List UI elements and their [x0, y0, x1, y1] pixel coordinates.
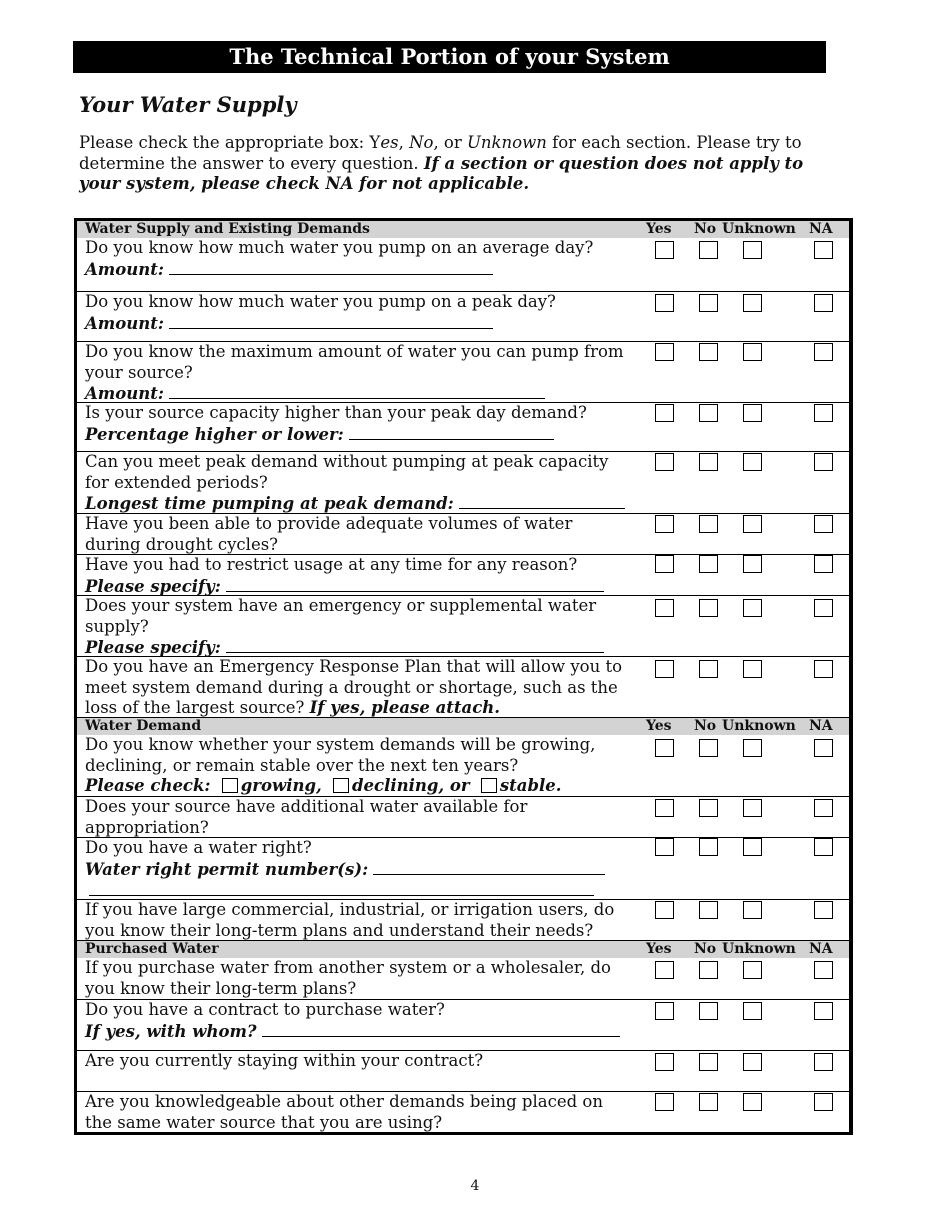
duration-field[interactable] [459, 493, 625, 509]
col-na: NA [809, 221, 833, 237]
yes-checkbox[interactable] [655, 599, 674, 617]
no-checkbox[interactable] [699, 1093, 718, 1111]
no-checkbox[interactable] [699, 1002, 718, 1020]
col-yes: Yes [646, 221, 672, 237]
na-checkbox[interactable] [814, 739, 833, 757]
question-row: Do you have a water right? Water right permit number(s): [77, 838, 849, 900]
col-no: No [694, 221, 717, 237]
yes-checkbox[interactable] [655, 739, 674, 757]
yes-checkbox[interactable] [655, 453, 674, 471]
specify-field[interactable] [226, 576, 604, 592]
unknown-checkbox[interactable] [743, 404, 762, 422]
question-row: Do you have an Emergency Response Plan that will allow you to meet system demand during a drought or shortage, such as the loss of the largest source? If yes, please attach. [77, 657, 849, 718]
section-heading: Your Water Supply [79, 92, 297, 117]
supplier-field[interactable] [262, 1021, 620, 1037]
yes-checkbox[interactable] [655, 1093, 674, 1111]
no-checkbox[interactable] [699, 660, 718, 678]
specify-field[interactable] [226, 637, 604, 653]
na-checkbox[interactable] [814, 799, 833, 817]
no-checkbox[interactable] [699, 294, 718, 312]
na-checkbox[interactable] [814, 241, 833, 259]
yes-checkbox[interactable] [655, 901, 674, 919]
question-row: Are you currently staying within your contract? [77, 1051, 849, 1092]
permit-number-extra-line[interactable] [89, 895, 594, 896]
question-row: Do you have a contract to purchase water? If yes, with whom? [77, 1000, 849, 1051]
no-checkbox[interactable] [699, 799, 718, 817]
na-checkbox[interactable] [814, 343, 833, 361]
amount-field[interactable] [169, 383, 545, 399]
unknown-checkbox[interactable] [743, 241, 762, 259]
question-row: Are you knowledgeable about other demands being placed on the same water source that you are using? [77, 1092, 849, 1132]
yes-checkbox[interactable] [655, 1002, 674, 1020]
unknown-checkbox[interactable] [743, 599, 762, 617]
unknown-checkbox[interactable] [743, 739, 762, 757]
yes-checkbox[interactable] [655, 838, 674, 856]
question-row: Can you meet peak demand without pumping at peak capacity for extended periods? Longest time pumping at peak demand: [77, 452, 849, 514]
na-checkbox[interactable] [814, 404, 833, 422]
unknown-checkbox[interactable] [743, 1002, 762, 1020]
yes-checkbox[interactable] [655, 294, 674, 312]
no-checkbox[interactable] [699, 555, 718, 573]
yes-checkbox[interactable] [655, 241, 674, 259]
yes-checkbox[interactable] [655, 555, 674, 573]
no-checkbox[interactable] [699, 1053, 718, 1071]
col-unknown: Unknown [722, 221, 796, 237]
instructions: Please check the appropriate box: Yes, No, or Unknown for each section. Please try to determine the answer to every question. If a section or question does not apply to your system, please check NA for not applicable. [79, 133, 804, 193]
question-row: Do you know how much water you pump on a peak day? Amount: [77, 292, 849, 342]
na-checkbox[interactable] [814, 838, 833, 856]
yes-checkbox[interactable] [655, 404, 674, 422]
na-checkbox[interactable] [814, 1093, 833, 1111]
unknown-checkbox[interactable] [743, 961, 762, 979]
unknown-checkbox[interactable] [743, 555, 762, 573]
na-checkbox[interactable] [814, 555, 833, 573]
unknown-checkbox[interactable] [743, 453, 762, 471]
no-checkbox[interactable] [699, 739, 718, 757]
na-checkbox[interactable] [814, 1053, 833, 1071]
question-row: Do you know how much water you pump on an average day? Amount: [77, 238, 849, 292]
na-checkbox[interactable] [814, 515, 833, 533]
page-banner: The Technical Portion of your System [73, 41, 826, 73]
question-row: Does your source have additional water available for appropriation? [77, 797, 849, 838]
question-row: Have you been able to provide adequate volumes of water during drought cycles? [77, 514, 849, 555]
page-number: 4 [470, 1178, 480, 1194]
na-checkbox[interactable] [814, 599, 833, 617]
no-checkbox[interactable] [699, 343, 718, 361]
unknown-checkbox[interactable] [743, 294, 762, 312]
no-checkbox[interactable] [699, 599, 718, 617]
na-checkbox[interactable] [814, 453, 833, 471]
stable-checkbox[interactable] [481, 778, 497, 793]
yes-checkbox[interactable] [655, 1053, 674, 1071]
section-header-purchased: Purchased Water Yes No Unknown NA [77, 941, 849, 958]
unknown-checkbox[interactable] [743, 515, 762, 533]
question-row: If you purchase water from another system or a wholesaler, do you know their long-term plans? [77, 958, 849, 1000]
unknown-checkbox[interactable] [743, 799, 762, 817]
section-header-demand: Water Demand Yes No Unknown NA [77, 718, 849, 735]
percentage-field[interactable] [349, 424, 554, 440]
unknown-checkbox[interactable] [743, 660, 762, 678]
unknown-checkbox[interactable] [743, 343, 762, 361]
no-checkbox[interactable] [699, 838, 718, 856]
section-header-supply: Water Supply and Existing Demands Yes No Unknown NA [77, 221, 849, 238]
questionnaire-table [74, 218, 853, 1135]
na-checkbox[interactable] [814, 961, 833, 979]
question-row: If you have large commercial, industrial, or irrigation users, do you know their long-term plans and understand their needs? [77, 900, 849, 941]
unknown-checkbox[interactable] [743, 1093, 762, 1111]
question-row: Do you know the maximum amount of water you can pump from your source? Amount: [77, 342, 849, 403]
amount-field[interactable] [169, 313, 493, 329]
no-checkbox[interactable] [699, 453, 718, 471]
na-checkbox[interactable] [814, 901, 833, 919]
no-checkbox[interactable] [699, 241, 718, 259]
yes-checkbox[interactable] [655, 961, 674, 979]
amount-field[interactable] [169, 259, 493, 275]
na-checkbox[interactable] [814, 294, 833, 312]
na-checkbox[interactable] [814, 660, 833, 678]
declining-checkbox[interactable] [333, 778, 349, 793]
unknown-checkbox[interactable] [743, 901, 762, 919]
growing-checkbox[interactable] [222, 778, 238, 793]
yes-checkbox[interactable] [655, 343, 674, 361]
no-checkbox[interactable] [699, 901, 718, 919]
na-checkbox[interactable] [814, 1002, 833, 1020]
unknown-checkbox[interactable] [743, 838, 762, 856]
no-checkbox[interactable] [699, 404, 718, 422]
question-row: Is your source capacity higher than your peak day demand? Percentage higher or lower: [77, 403, 849, 452]
no-checkbox[interactable] [699, 961, 718, 979]
question-row: Do you know whether your system demands will be growing, declining, or remain stable over the next ten years? Please check: growing, declining, or stable. [77, 735, 849, 797]
question-row: Does your system have an emergency or supplemental water supply? Please specify: [77, 596, 849, 657]
yes-checkbox[interactable] [655, 515, 674, 533]
no-checkbox[interactable] [699, 515, 718, 533]
yes-checkbox[interactable] [655, 660, 674, 678]
question-row: Have you had to restrict usage at any time for any reason? Please specify: [77, 555, 849, 596]
permit-number-field[interactable] [373, 859, 605, 875]
unknown-checkbox[interactable] [743, 1053, 762, 1071]
yes-checkbox[interactable] [655, 799, 674, 817]
